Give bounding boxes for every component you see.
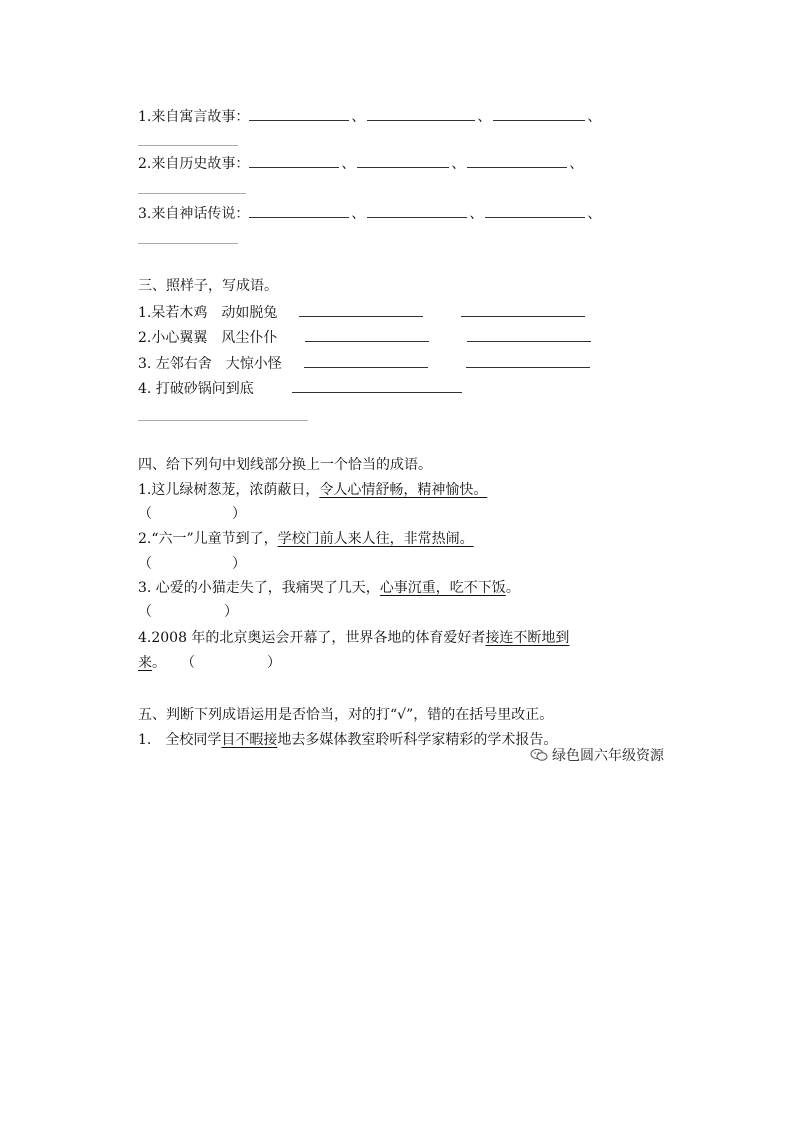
answer-blank[interactable]	[367, 106, 475, 121]
answer-blank[interactable]	[138, 419, 308, 421]
underlined-phrase: 来	[138, 655, 152, 671]
answer-blank[interactable]	[249, 106, 349, 121]
answer-blank[interactable]	[138, 192, 246, 194]
underlined-phrase: 学校门前人来人往，非常热闹。	[277, 531, 474, 547]
underlined-phrase: 令人心情舒畅，精神愉快。	[319, 482, 488, 498]
wechat-icon	[530, 748, 548, 762]
underlined-phrase: 目不暇接	[221, 732, 278, 748]
section-4-title: 四、给下列句中划线部分换上一个恰当的成语。	[138, 457, 432, 473]
idiom-source-row-2: 2.来自历史故事： 、 、 、	[138, 153, 585, 174]
row-label: 1.来自寓言故事：	[138, 109, 250, 125]
idiom-source-row-3: 3.来自神话传说： 、 、 、	[138, 203, 603, 224]
answer-blank[interactable]	[467, 153, 567, 168]
idiom-source-row-1: 1.来自寓言故事： 、 、 、	[138, 106, 603, 127]
answer-parens[interactable]: （ ）	[138, 506, 246, 522]
answer-blank[interactable]	[138, 242, 238, 244]
section-3-title: 三、照样子，写成语。	[138, 278, 278, 294]
answer-parens[interactable]: （ ）	[138, 604, 238, 620]
example-row-3: 3. 左邻右舍 大惊小怪	[138, 353, 590, 374]
answer-parens[interactable]: （ ）	[188, 655, 281, 671]
question-5-1: 1. 全校同学目不暇接地去多媒体教室聆听科学家精彩的学术报告。	[138, 732, 558, 748]
row-label: 3.来自神话传说：	[138, 206, 250, 222]
answer-blank[interactable]	[138, 144, 238, 146]
example-row-1: 1.呆若木鸡 动如脱兔	[138, 302, 585, 323]
section-5-title: 五、判断下列成语运用是否恰当，对的打“√”，错的在括号里改正。	[138, 707, 554, 723]
answer-blank[interactable]	[299, 302, 423, 317]
example-row-4: 4. 打破砂锅问到底	[138, 378, 462, 399]
answer-blank[interactable]	[357, 153, 449, 168]
answer-parens[interactable]: （ ）	[138, 556, 246, 572]
answer-blank[interactable]	[493, 106, 585, 121]
question-4-4-continued: 来。 （ ）	[138, 655, 281, 671]
answer-blank[interactable]	[304, 353, 428, 368]
answer-blank[interactable]	[249, 153, 339, 168]
underlined-phrase: 接连不断地到	[485, 630, 570, 646]
answer-blank[interactable]	[461, 302, 585, 317]
watermark	[530, 745, 664, 765]
answer-blank[interactable]	[467, 327, 591, 342]
answer-blank[interactable]	[305, 327, 429, 342]
answer-blank[interactable]	[466, 353, 590, 368]
answer-blank[interactable]	[249, 203, 349, 218]
answer-blank[interactable]	[485, 203, 585, 218]
question-4-1: 1.这儿绿树葱茏，浓荫蔽日，令人心情舒畅，精神愉快。	[138, 482, 488, 498]
question-4-4: 4.2008 年的北京奥运会开幕了，世界各地的体育爱好者接连不断地到	[138, 630, 570, 646]
question-4-3: 3. 心爱的小猫走失了，我痛哭了几天，心事沉重，吃不下饭。	[138, 580, 520, 596]
example-row-2: 2.小心翼翼 风尘仆仆	[138, 327, 591, 348]
watermark-text: 绿色圆六年级资源	[552, 748, 664, 764]
underlined-phrase: 心事沉重，吃不下饭	[379, 580, 506, 596]
row-label: 2.来自历史故事：	[138, 156, 250, 172]
question-4-2: 2.“六一”儿童节到了，学校门前人来人往，非常热闹。	[138, 531, 474, 547]
answer-blank[interactable]	[367, 203, 467, 218]
answer-blank[interactable]	[292, 378, 462, 393]
